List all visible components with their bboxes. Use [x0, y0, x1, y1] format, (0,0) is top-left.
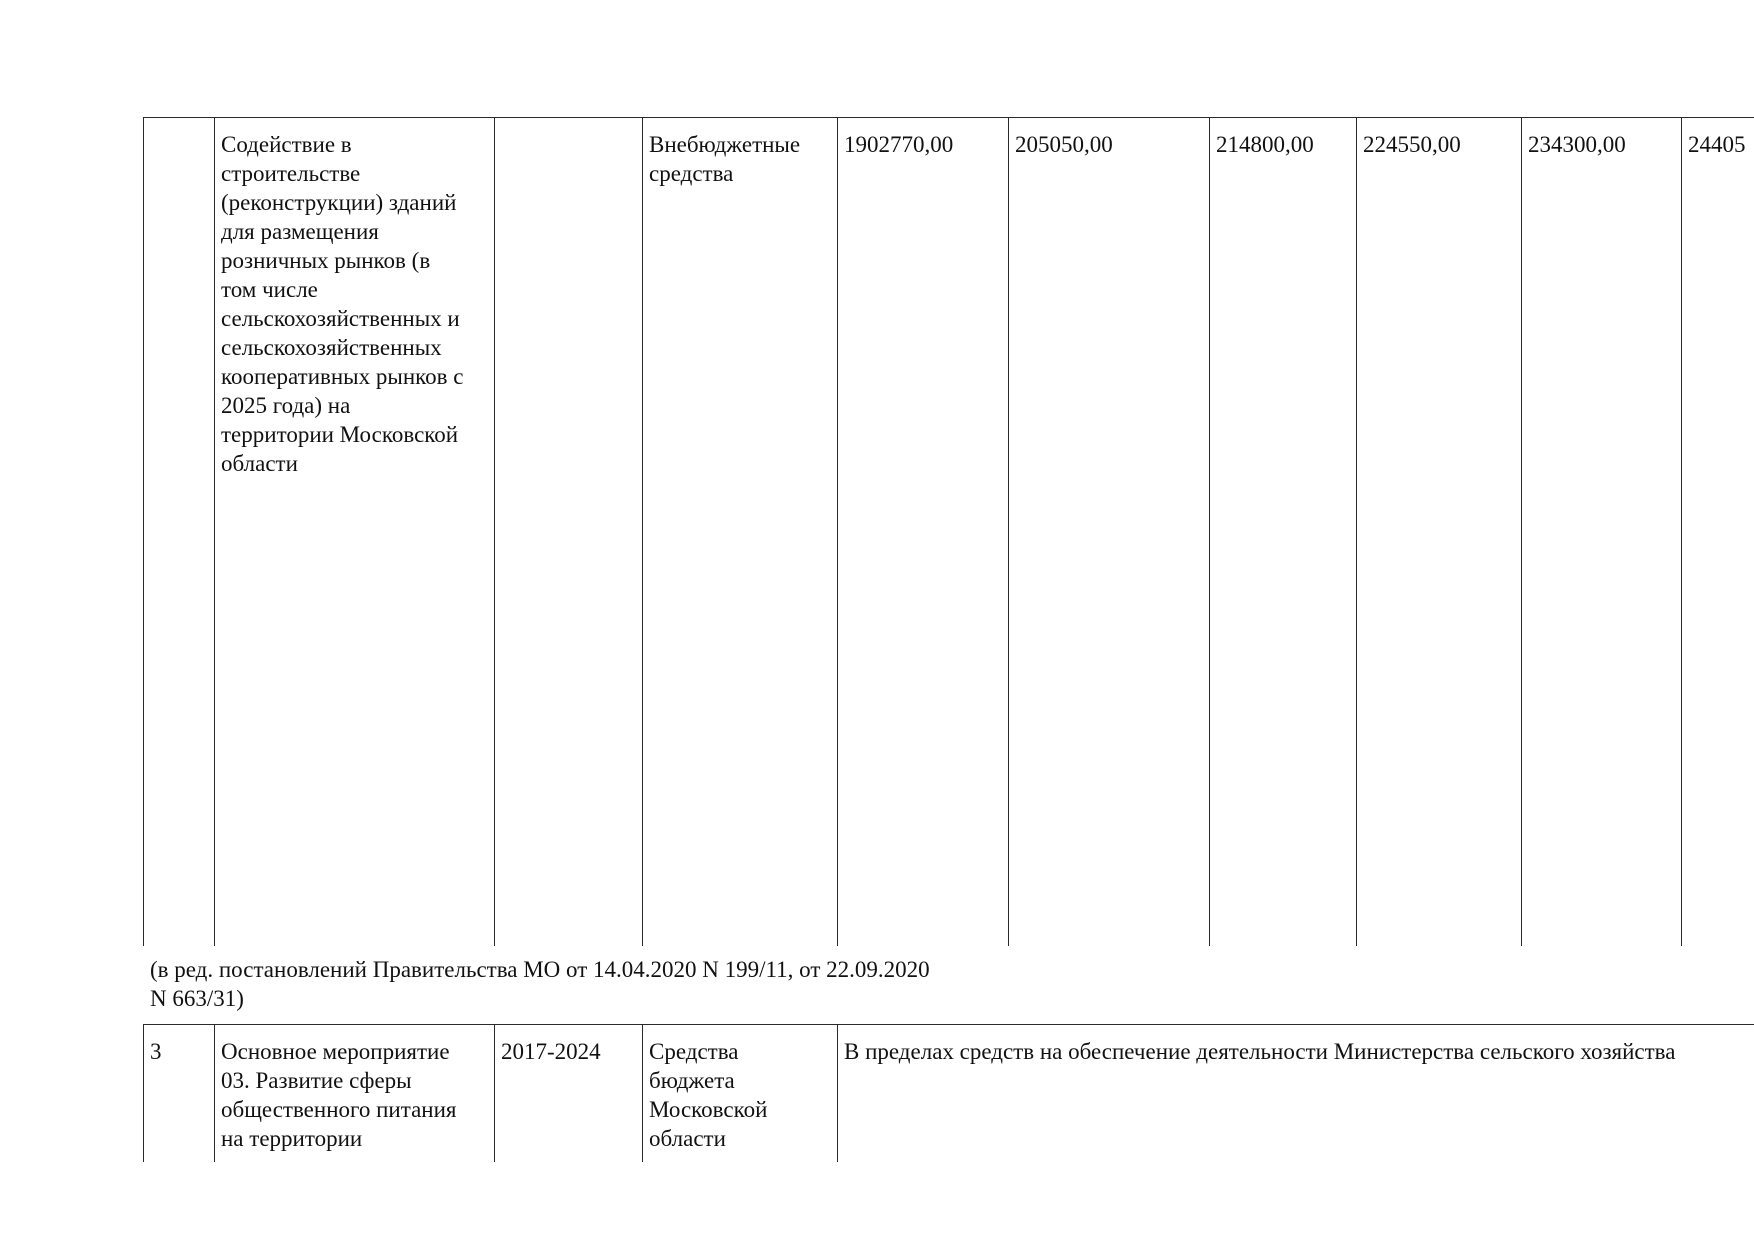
row2-activity-name: Основное мероприятие 03. Развитие сферы общественного питания на территории	[221, 1039, 457, 1151]
col-border-left	[143, 117, 144, 946]
row1-total-amount: 1902770,00	[844, 132, 954, 157]
row1-year1-amount: 205050,00	[1015, 132, 1113, 157]
row2-col-border-2	[494, 1024, 495, 1162]
col-border-9	[1681, 117, 1682, 946]
row1-year4-amount: 234300,00	[1528, 132, 1626, 157]
col-border-3	[642, 117, 643, 946]
col-border-5	[1008, 117, 1009, 946]
col-border-6	[1209, 117, 1210, 946]
table-top-border	[143, 117, 1754, 118]
row1-year2-amount: 214800,00	[1216, 132, 1314, 157]
row2-funding-source: Средства бюджета Московской области	[649, 1039, 768, 1151]
row1-activity-name: Содействие в строительстве (реконструкции) зданий для размещения розничных рынков (в том числе сельскохозяйственных и сельскохозяйственных кооперативных рынков с 2025 года) на территории Московской области	[221, 132, 464, 476]
row2-col-border-1	[214, 1024, 215, 1162]
row1-funding-source: Внебюджетные средства	[649, 132, 801, 186]
amendment-note: (в ред. постановлений Правительства МО от 14.04.2020 N 199/11, от 22.09.2020 N 663/31)	[150, 957, 930, 1011]
row2-col-border-3	[642, 1024, 643, 1162]
row2-top-border	[143, 1024, 1754, 1025]
col-border-4	[837, 117, 838, 946]
row2-col-border-4	[837, 1024, 838, 1162]
col-border-2	[494, 117, 495, 946]
row1-year3-amount: 224550,00	[1363, 132, 1461, 157]
row2-period-cell: 2017-2024	[501, 1039, 601, 1064]
col-border-7	[1356, 117, 1357, 946]
row2-funding-note: В пределах средств на обеспечение деятельности Министерства сельского хозяйства	[844, 1039, 1676, 1064]
row1-year5-amount: 24405	[1688, 132, 1746, 157]
row2-col-border-left	[143, 1024, 144, 1162]
col-border-8	[1521, 117, 1522, 946]
col-border-1	[214, 117, 215, 946]
row2-number-cell: 3	[150, 1039, 162, 1064]
